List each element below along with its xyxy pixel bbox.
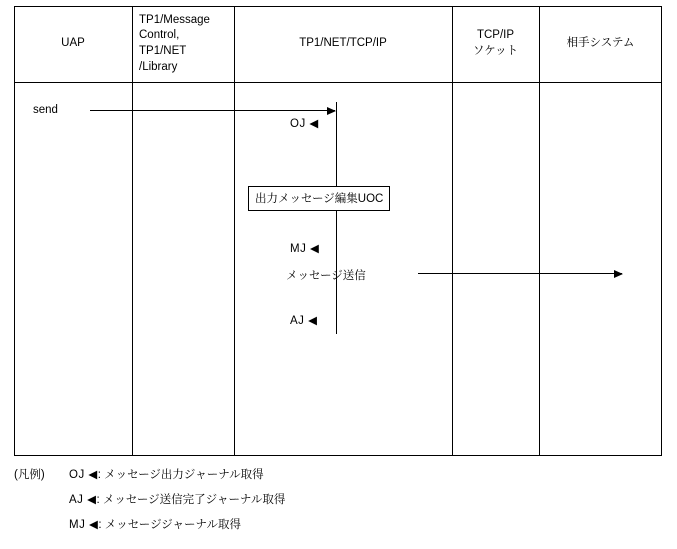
journal-tag-mj: MJ ◀: [290, 243, 320, 255]
column-header-uap: [14, 6, 132, 82]
column-header-remote-system: [539, 6, 662, 82]
arrow-message-send: [418, 273, 622, 274]
journal-tag-oj: OJ ◀: [290, 118, 319, 130]
column-header-uap-line1: UAP: [61, 37, 85, 50]
step-message-send-label: メッセージ送信: [286, 270, 366, 282]
column-header-tp1mc-line4: /Library: [139, 60, 178, 73]
sequence-diagram: [14, 6, 662, 456]
step-send-label: send: [33, 104, 58, 116]
legend-row-oj: [69, 466, 264, 482]
legend-title: (凡例): [14, 469, 45, 481]
column-header-tp1-net-tcpip: [234, 6, 452, 82]
arrow-send: [90, 110, 335, 111]
legend-mark-oj: OJ ◀: [69, 469, 98, 481]
legend-text-aj: : メッセージ送信完了ジャーナル取得: [96, 494, 286, 506]
column-header-tp1net-line1: TP1/NET/TCP/IP: [299, 37, 387, 50]
lifeline-tp1-net: [336, 102, 337, 334]
header-divider: [14, 82, 662, 83]
legend-row-mj: [69, 516, 241, 532]
column-header-tcpip-socket: [452, 6, 539, 82]
column-header-tp1mc-line3: TP1/NET: [139, 45, 187, 57]
legend-mark-aj: AJ ◀: [69, 494, 97, 506]
uoc-box-output-message-edit: 出力メッセージ編集UOC: [248, 186, 390, 211]
column-header-socket-line1: TCP/IP: [476, 29, 515, 42]
legend-row-aj: [69, 491, 285, 507]
legend-text-oj: : メッセージ出力ジャーナル取得: [97, 469, 264, 481]
column-header-socket-line2: ソケット: [472, 45, 519, 57]
column-header-remote-line1: 相手システム: [566, 37, 635, 50]
column-header-tp1mc-line2: Control,: [139, 29, 180, 42]
legend-mark-mj: MJ ◀: [69, 519, 99, 531]
column-header-tp1-message-control: [132, 6, 234, 82]
journal-tag-aj: AJ ◀: [290, 315, 318, 327]
legend-text-mj: : メッセージジャーナル取得: [98, 519, 241, 531]
column-header-tp1mc-line1: TP1/Message: [139, 13, 210, 26]
